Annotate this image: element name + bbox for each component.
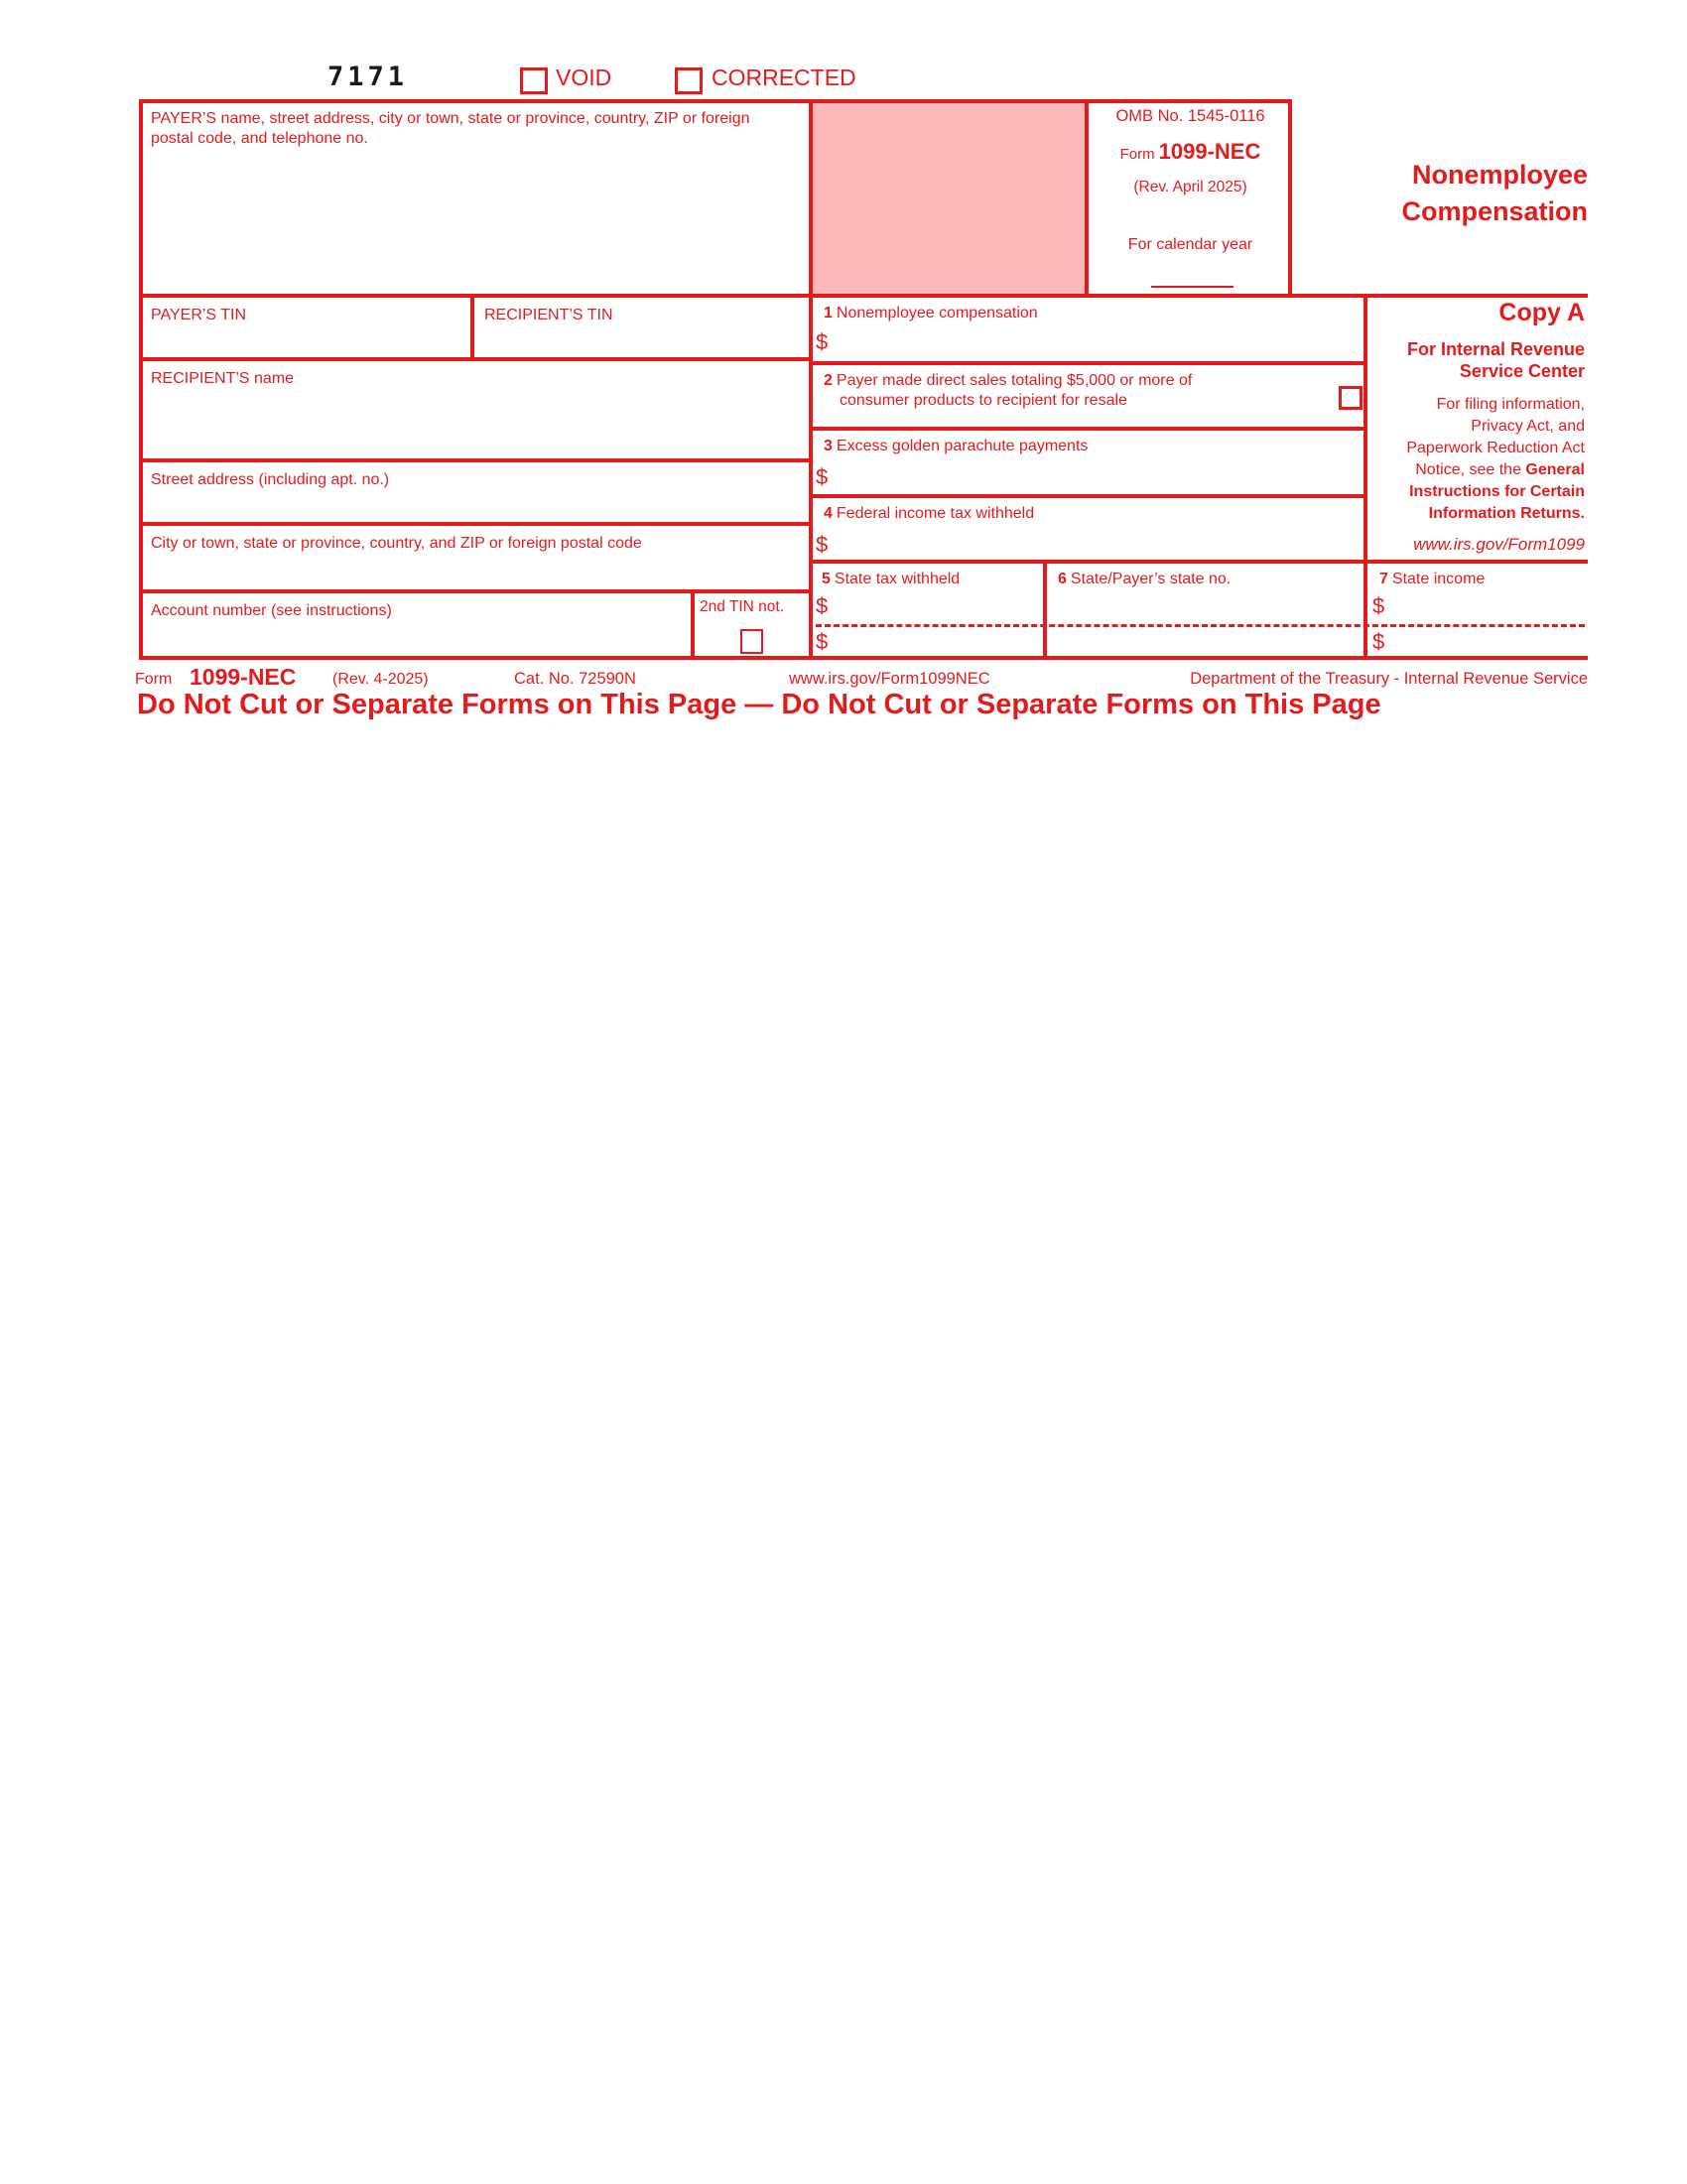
copy-a-title: Copy A bbox=[1498, 299, 1585, 326]
grid-line bbox=[1288, 99, 1292, 298]
box6-label: 6 State/Payer’s state no. bbox=[1058, 571, 1232, 587]
copy-a-filing-info: For filing information, Privacy Act, and Paperwork Reduction Act Notice, see the General Instructions for Certain Information Returns. bbox=[1406, 396, 1585, 522]
box6-number: 6 bbox=[1058, 571, 1067, 587]
box1-number: 1 bbox=[824, 305, 833, 321]
box4-label: 4 Federal income tax withheld bbox=[824, 505, 1035, 522]
corrected-label: CORRECTED bbox=[712, 64, 856, 90]
payer-tin-label: PAYER’S TIN bbox=[151, 307, 247, 323]
copy-a-destination: For Internal Revenue Service Center bbox=[1406, 339, 1585, 381]
box3-label: 3 Excess golden parachute payments bbox=[824, 438, 1089, 454]
grid-line bbox=[1043, 564, 1047, 660]
footer-cat-no: Cat. No. 72590N bbox=[514, 670, 636, 688]
void-label: VOID bbox=[556, 64, 612, 90]
box3-amount-input-area[interactable] bbox=[840, 464, 1356, 490]
grid-line bbox=[809, 560, 1588, 564]
form-number: 1099-NEC bbox=[1158, 139, 1261, 164]
box5-amount-top-input-area[interactable] bbox=[840, 593, 1038, 621]
account-number-input-area[interactable] bbox=[149, 625, 685, 653]
box1-amount-input-area[interactable] bbox=[840, 329, 1356, 357]
grid-line bbox=[809, 361, 1367, 365]
grid-line bbox=[139, 357, 813, 361]
city-input-area[interactable] bbox=[149, 558, 804, 585]
grid-line-top bbox=[139, 99, 1292, 103]
city-label: City or town, state or province, country, and ZIP or foreign postal code bbox=[151, 535, 642, 552]
box7-number: 7 bbox=[1379, 571, 1388, 587]
payer-tin-input-area[interactable] bbox=[149, 327, 464, 355]
box1-dollar-sign: $ bbox=[816, 329, 829, 354]
recipient-name-label: RECIPIENT’S name bbox=[151, 370, 295, 387]
grid-line bbox=[691, 593, 695, 660]
omb-number: OMB No. 1545-0116 bbox=[1115, 107, 1265, 125]
box6-state-no-input-area[interactable] bbox=[1054, 593, 1360, 653]
copy-a-url: www.irs.gov/Form1099 bbox=[1413, 535, 1585, 554]
footer-form-word: Form bbox=[135, 671, 173, 688]
grid-line-left bbox=[139, 99, 143, 660]
payer-name-input-area[interactable] bbox=[147, 151, 802, 288]
box5-dollar-sign-bottom: $ bbox=[816, 629, 829, 654]
print-control-code: 7171 bbox=[327, 62, 409, 92]
void-checkbox[interactable] bbox=[520, 67, 548, 94]
box2-label bbox=[824, 371, 1340, 411]
grid-line bbox=[470, 298, 474, 361]
copy-a-block bbox=[1367, 300, 1585, 555]
grid-line bbox=[809, 427, 1367, 431]
box4-amount-input-area[interactable] bbox=[840, 532, 1356, 556]
box7-dollar-sign-bottom: $ bbox=[1372, 629, 1385, 654]
cut-warning: Do Not Cut or Separate Forms on This Page — Do Not Cut or Separate Forms on This Page bbox=[137, 689, 1381, 720]
footer-url: www.irs.gov/Form1099NEC bbox=[789, 670, 990, 688]
box2-direct-sales-checkbox[interactable] bbox=[1339, 386, 1363, 410]
box7-amount-bottom-input-area[interactable] bbox=[1397, 629, 1584, 653]
box7-amount-top-input-area[interactable] bbox=[1397, 593, 1584, 621]
revision-date: (Rev. April 2025) bbox=[1133, 179, 1247, 195]
footer-department: Department of the Treasury - Internal Revenue Service bbox=[1190, 670, 1588, 688]
recipient-tin-label: RECIPIENT’S TIN bbox=[484, 307, 613, 323]
grid-line bbox=[139, 589, 813, 593]
recipient-name-input-area[interactable] bbox=[149, 393, 804, 452]
box4-number: 4 bbox=[824, 505, 833, 522]
calendar-year-input-area[interactable] bbox=[1151, 286, 1233, 288]
calendar-year-label: For calendar year bbox=[1127, 236, 1253, 253]
box7-label: 7 State income bbox=[1379, 571, 1486, 587]
box3-number: 3 bbox=[824, 438, 833, 454]
grid-line bbox=[139, 522, 813, 526]
second-tin-checkbox[interactable] bbox=[740, 629, 763, 654]
box5-amount-bottom-input-area[interactable] bbox=[840, 629, 1038, 653]
street-address-input-area[interactable] bbox=[149, 494, 804, 518]
box2-number: 2 bbox=[824, 372, 833, 389]
corrected-checkbox[interactable] bbox=[675, 67, 703, 94]
omb-box bbox=[1093, 107, 1288, 196]
street-address-label: Street address (including apt. no.) bbox=[151, 471, 390, 488]
grid-line bbox=[1085, 99, 1089, 298]
footer-form-number: 1099-NEC bbox=[190, 664, 297, 690]
form-title bbox=[1360, 157, 1588, 230]
grid-line bbox=[809, 99, 813, 660]
grid-line bbox=[139, 294, 1588, 298]
box2-label-line1: 2 Payer made direct sales totaling $5,000 or more of bbox=[824, 372, 1193, 389]
payer-name-label: PAYER’S name, street address, city or town, state or province, country, ZIP or foreign postal code, and telephone no. bbox=[151, 110, 750, 147]
form-word: Form bbox=[1119, 146, 1155, 163]
grid-line bbox=[139, 458, 813, 462]
footer-revision: (Rev. 4-2025) bbox=[332, 671, 429, 688]
form-title-line1: Nonemployee bbox=[1411, 160, 1588, 190]
second-tin-label: 2nd TIN not. bbox=[700, 598, 785, 615]
box4-dollar-sign: $ bbox=[816, 532, 829, 557]
box3-dollar-sign: $ bbox=[816, 464, 829, 489]
grid-line-bottom bbox=[139, 656, 1588, 660]
recipient-tin-input-area[interactable] bbox=[482, 327, 802, 355]
box5-number: 5 bbox=[822, 571, 831, 587]
form-title-line2: Compensation bbox=[1401, 196, 1588, 226]
pink-shaded-area bbox=[813, 103, 1085, 294]
form-number-line bbox=[1093, 139, 1288, 165]
grid-line bbox=[809, 494, 1367, 498]
account-number-label: Account number (see instructions) bbox=[151, 602, 392, 619]
box5-label: 5 State tax withheld bbox=[822, 571, 961, 587]
box2-label-line2: consumer products to recipient for resale bbox=[840, 392, 1127, 409]
box5-dollar-sign-top: $ bbox=[816, 593, 829, 618]
box1-label: 1 Nonemployee compensation bbox=[824, 305, 1038, 321]
box7-dollar-sign-top: $ bbox=[1372, 593, 1385, 618]
